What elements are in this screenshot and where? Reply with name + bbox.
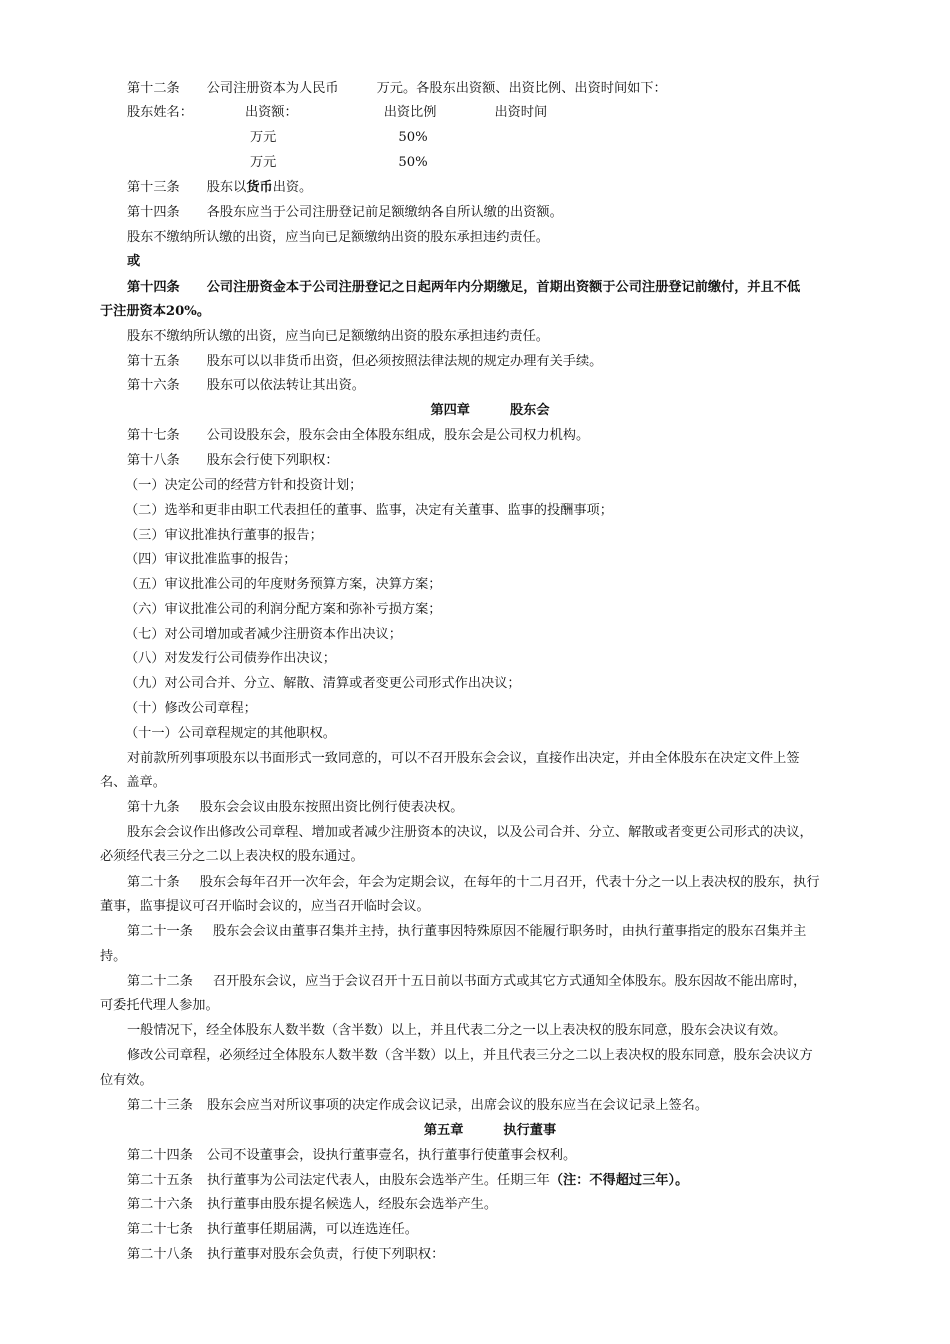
article-number: 第十八条 [127, 453, 180, 468]
list-item: （四）审议批准监事的报告； [125, 552, 297, 567]
article-number: 第二十四条 [127, 1148, 193, 1163]
contribution-ratio: 50% [398, 155, 428, 170]
article-18 [100, 449, 339, 474]
article-text: 执行董事任期届满，可以连选连任。 [206, 1222, 418, 1237]
shareholder-row-1 [250, 126, 428, 151]
article-text: 股东会会议由股东按照出资比例行使表决权。 [199, 800, 464, 815]
article-number: 第十七条 [127, 428, 180, 443]
article-26 [100, 1193, 497, 1218]
article-text: 股东可以以非货币出资，但必须按照法律法规的规定办理有关手续。 [206, 354, 603, 369]
article-text: 股东会行使下列职权： [206, 453, 339, 468]
article-text: 股东可以依法转让其出资。 [206, 378, 365, 393]
list-item: （一）决定公司的经营方针和投资计划； [125, 478, 363, 493]
list-item: （九）对公司合并、分立、解散、清算或者变更公司形式作出决议； [125, 676, 521, 691]
article-number: 第二十条 [127, 875, 180, 890]
article-16 [100, 374, 365, 399]
paragraph: 股东不缴纳所认缴的出资，应当向已足额缴纳出资的股东承担违约责任。 [127, 329, 549, 344]
shareholder-table-header [100, 101, 547, 126]
article-19 [100, 796, 464, 821]
list-item: （二）选举和更非由职工代表担任的董事、监事，决定有关董事、监事的投酬事项； [125, 503, 613, 518]
col-ratio: 出资比例 [383, 105, 437, 120]
article-text: 召开股东会议，应当于会议召开十五日前以书面方式或其它方式通知全体股东。股东因故不能出席时， [212, 974, 807, 989]
chapter-number: 第四章 [430, 403, 470, 418]
list-item: （十）修改公司章程； [125, 701, 257, 716]
col-time: 出资时间 [494, 105, 548, 120]
article-text: 执行董事对股东会负责，行使下列职权： [206, 1247, 445, 1262]
article-17 [100, 424, 589, 449]
article-text-cont: 出资。 [272, 180, 313, 195]
paragraph: 股东不缴纳所认缴的出资，应当向已足额缴纳出资的股东承担违约责任。 [127, 230, 549, 245]
article-number: 第二十三条 [127, 1098, 193, 1113]
article-text: 股东会会议由董事召集并主持，执行董事因特殊原因不能履行职务时，由执行董事指定的股东召集并主 [212, 924, 807, 939]
paragraph: 一般情况下，经全体股东人数半数（含半数）以上，并且代表二分之一以上表决权的股东同意，股东会决议有效。 [127, 1023, 787, 1038]
article-14 [100, 201, 563, 226]
chapter-5-heading [0, 1119, 950, 1144]
article-note-bold: （注：不得超过三年）。 [549, 1173, 689, 1188]
article-14-alt [100, 276, 800, 301]
or-separator: 或 [127, 254, 141, 269]
article-number: 第二十一条 [127, 924, 193, 939]
article-25 [100, 1169, 688, 1194]
article-12 [100, 77, 667, 102]
article-text: 股东会每年召开一次年会，年会为定期会议，在每年的十二月召开，代表十分之一以上表决权的股东，执行 [199, 875, 820, 890]
article-text: 公司注册资金本于公司注册登记之日起两年内分期缴足，首期出资额于公司注册登记前缴付，并且不低 [206, 280, 801, 295]
article-text-wrap: 于注册资本20%。 [100, 304, 211, 319]
chapter-title: 执行董事 [503, 1123, 557, 1138]
paragraph-wrap: 必须经代表三分之二以上表决权的股东通过。 [100, 849, 364, 864]
article-text: 股东会应当对所议事项的决定作成会议记录，出席会议的股东应当在会议记录上签名。 [206, 1098, 709, 1113]
paragraph-wrap: 位有效。 [100, 1073, 153, 1088]
article-number: 第十九条 [127, 800, 180, 815]
list-item: （十一）公司章程规定的其他职权。 [125, 726, 336, 741]
list-item: （六）审议批准公司的利润分配方案和弥补亏损方案； [125, 602, 442, 617]
paragraph-wrap: 董事，监事提议可召开临时会议的，应当召开临时会议。 [100, 899, 430, 914]
shareholder-row-2 [250, 151, 428, 176]
article-24 [100, 1144, 576, 1169]
article-text: 公司设股东会，股东会由全体股东组成，股东会是公司权力机构。 [206, 428, 590, 443]
paragraph-wrap: 持。 [100, 949, 127, 964]
paragraph-wrap: 名、盖章。 [100, 775, 166, 790]
article-text-cont: 万元。各股东出资额、出资比例、出资时间如下： [376, 81, 667, 96]
paragraph-wrap: 可委托代理人参加。 [100, 998, 219, 1013]
chapter-title: 股东会 [510, 403, 550, 418]
list-item: （五）审议批准公司的年度财务预算方案，决算方案； [125, 577, 442, 592]
article-text: 执行董事由股东提名候选人，经股东会选举产生。 [206, 1197, 498, 1212]
article-text: 各股东应当于公司注册登记前足额缴纳各自所认缴的出资额。 [206, 205, 563, 220]
article-27 [100, 1218, 418, 1243]
chapter-number: 第五章 [423, 1123, 464, 1138]
article-number: 第二十二条 [127, 974, 193, 989]
article-number: 第二十六条 [127, 1197, 193, 1212]
article-number: 第十三条 [127, 180, 180, 195]
list-item: （七）对公司增加或者减少注册资本作出决议； [125, 627, 402, 642]
article-number: 第十四条 [127, 280, 180, 295]
article-23 [100, 1094, 708, 1119]
contribution-amount: 万元 [250, 155, 277, 170]
paragraph: 对前款所列事项股东以书面形式一致同意的，可以不召开股东会会议，直接作出决定，并由全体股东在决定文件上签 [127, 751, 800, 766]
article-text: 公司不设董事会，设执行董事壹名，执行董事行使董事会权利。 [206, 1148, 577, 1163]
article-number: 第十四条 [127, 205, 180, 220]
article-text: 执行董事为公司法定代表人，由股东会选举产生。任期三年 [206, 1173, 550, 1188]
contribution-ratio: 50% [398, 130, 428, 145]
article-number: 第十五条 [127, 354, 180, 369]
article-text: 公司注册资本为人民币 [206, 81, 339, 96]
article-number: 第十二条 [127, 81, 180, 96]
article-20 [100, 871, 820, 896]
col-contribution: 出资额： [244, 105, 298, 120]
article-15 [100, 350, 602, 375]
article-text-bold: 货币 [246, 180, 273, 195]
article-number: 第二十五条 [127, 1173, 193, 1188]
article-number: 第十六条 [127, 378, 180, 393]
paragraph: 股东会会议作出修改公司章程、增加或者减少注册资本的决议，以及公司合并、分立、解散或者变更公司形式的决议， [127, 825, 813, 840]
article-number: 第二十七条 [127, 1222, 193, 1237]
chapter-4-heading [0, 399, 950, 424]
article-number: 第二十八条 [127, 1247, 193, 1262]
list-item: （八）对发发行公司债券作出决议； [125, 651, 336, 666]
paragraph: 修改公司章程，必须经过全体股东人数半数（含半数）以上，并且代表三分之二以上表决权的股东同意，股东会决议方 [127, 1048, 813, 1063]
list-item: （三）审议批准执行董事的报告； [125, 528, 323, 543]
article-text: 股东以 [206, 180, 247, 195]
contribution-amount: 万元 [250, 130, 277, 145]
col-shareholder-name: 股东姓名： [127, 105, 193, 120]
article-13 [100, 176, 312, 201]
article-21 [100, 920, 806, 945]
article-28 [100, 1243, 444, 1268]
article-22 [100, 970, 806, 995]
